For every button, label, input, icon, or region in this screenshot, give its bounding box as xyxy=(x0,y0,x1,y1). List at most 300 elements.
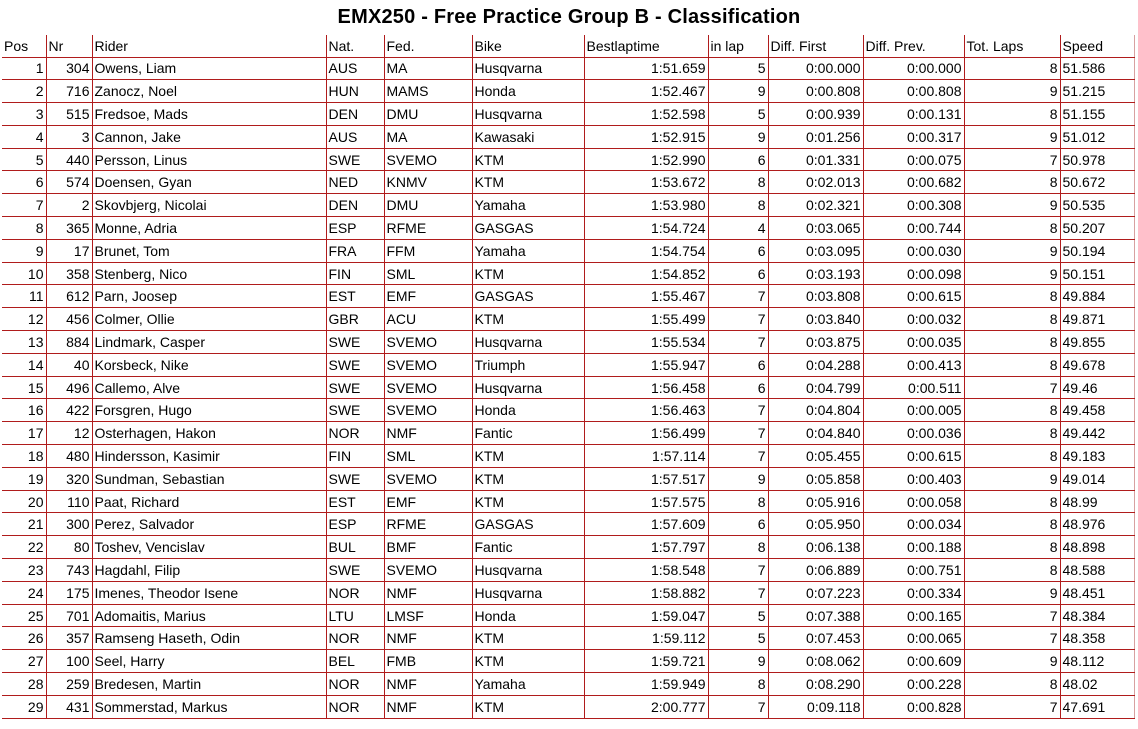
table-row xyxy=(2,627,1134,650)
cell-nat: ESP xyxy=(326,513,384,536)
cell-speed: 50.207 xyxy=(1060,217,1134,240)
cell-rider: Cannon, Jake xyxy=(92,125,326,148)
cell-fed: LMSF xyxy=(384,604,472,627)
column-header-tot-laps: Tot. Laps xyxy=(964,35,1060,57)
cell-nat: EST xyxy=(326,285,384,308)
cell-speed: 51.012 xyxy=(1060,125,1134,148)
cell-nat: DEN xyxy=(326,103,384,126)
table-row xyxy=(2,125,1134,148)
cell-bike: KTM xyxy=(472,650,584,673)
table-row xyxy=(2,581,1134,604)
cell-diff-first: 0:04.840 xyxy=(768,422,863,445)
cell-pos: 8 xyxy=(2,217,46,240)
cell-diff-first: 0:06.889 xyxy=(768,559,863,582)
cell-tot-laps: 8 xyxy=(964,536,1060,559)
cell-bike: KTM xyxy=(472,627,584,650)
cell-diff-prev: 0:00.828 xyxy=(863,695,964,718)
table-row xyxy=(2,445,1134,468)
cell-rider: Sundman, Sebastian xyxy=(92,467,326,490)
cell-bestlaptime: 1:52.990 xyxy=(584,148,708,171)
cell-pos: 16 xyxy=(2,399,46,422)
cell-diff-prev: 0:00.131 xyxy=(863,103,964,126)
cell-bike: KTM xyxy=(472,262,584,285)
cell-nr: 12 xyxy=(46,422,92,445)
cell-diff-prev: 0:00.036 xyxy=(863,422,964,445)
cell-pos: 23 xyxy=(2,559,46,582)
header-row xyxy=(2,35,1134,57)
column-header-pos: Pos xyxy=(2,35,46,57)
table-row xyxy=(2,262,1134,285)
cell-fed: MAMS xyxy=(384,80,472,103)
cell-rider: Korsbeck, Nike xyxy=(92,353,326,376)
cell-bestlaptime: 1:59.047 xyxy=(584,604,708,627)
cell-rider: Forsgren, Hugo xyxy=(92,399,326,422)
cell-bestlaptime: 1:53.672 xyxy=(584,171,708,194)
cell-rider: Monne, Adria xyxy=(92,217,326,240)
cell-tot-laps: 8 xyxy=(964,399,1060,422)
cell-speed: 50.535 xyxy=(1060,194,1134,217)
cell-fed: FMB xyxy=(384,650,472,673)
cell-speed: 48.451 xyxy=(1060,581,1134,604)
cell-tot-laps: 8 xyxy=(964,57,1060,80)
cell-nat: NOR xyxy=(326,673,384,696)
cell-diff-prev: 0:00.317 xyxy=(863,125,964,148)
cell-nr: 3 xyxy=(46,125,92,148)
cell-tot-laps: 9 xyxy=(964,650,1060,673)
cell-in-lap: 7 xyxy=(708,695,768,718)
cell-in-lap: 8 xyxy=(708,490,768,513)
cell-fed: EMF xyxy=(384,285,472,308)
table-row xyxy=(2,604,1134,627)
cell-fed: EMF xyxy=(384,490,472,513)
table-row xyxy=(2,467,1134,490)
cell-bike: Husqvarna xyxy=(472,57,584,80)
cell-diff-first: 0:09.118 xyxy=(768,695,863,718)
cell-in-lap: 8 xyxy=(708,194,768,217)
cell-nr: 440 xyxy=(46,148,92,171)
cell-nr: 422 xyxy=(46,399,92,422)
cell-bestlaptime: 1:57.575 xyxy=(584,490,708,513)
cell-in-lap: 6 xyxy=(708,148,768,171)
cell-nr: 300 xyxy=(46,513,92,536)
cell-nr: 80 xyxy=(46,536,92,559)
cell-diff-first: 0:03.808 xyxy=(768,285,863,308)
cell-in-lap: 4 xyxy=(708,217,768,240)
cell-diff-first: 0:06.138 xyxy=(768,536,863,559)
cell-nr: 259 xyxy=(46,673,92,696)
cell-bike: Husqvarna xyxy=(472,103,584,126)
cell-tot-laps: 9 xyxy=(964,80,1060,103)
cell-bike: Fantic xyxy=(472,536,584,559)
cell-pos: 24 xyxy=(2,581,46,604)
cell-nat: GBR xyxy=(326,308,384,331)
table-row xyxy=(2,331,1134,354)
cell-diff-prev: 0:00.308 xyxy=(863,194,964,217)
table-row xyxy=(2,513,1134,536)
cell-nat: SWE xyxy=(326,353,384,376)
cell-diff-prev: 0:00.034 xyxy=(863,513,964,536)
cell-nat: EST xyxy=(326,490,384,513)
cell-fed: NMF xyxy=(384,695,472,718)
cell-diff-first: 0:03.095 xyxy=(768,239,863,262)
cell-diff-prev: 0:00.413 xyxy=(863,353,964,376)
cell-diff-prev: 0:00.511 xyxy=(863,376,964,399)
cell-speed: 49.458 xyxy=(1060,399,1134,422)
cell-tot-laps: 8 xyxy=(964,559,1060,582)
cell-diff-first: 0:07.223 xyxy=(768,581,863,604)
cell-tot-laps: 8 xyxy=(964,490,1060,513)
cell-pos: 3 xyxy=(2,103,46,126)
cell-diff-first: 0:05.858 xyxy=(768,467,863,490)
cell-diff-first: 0:02.321 xyxy=(768,194,863,217)
cell-nr: 456 xyxy=(46,308,92,331)
cell-nat: DEN xyxy=(326,194,384,217)
cell-diff-first: 0:00.808 xyxy=(768,80,863,103)
cell-speed: 48.99 xyxy=(1060,490,1134,513)
cell-fed: MA xyxy=(384,57,472,80)
cell-fed: NMF xyxy=(384,581,472,604)
cell-rider: Hindersson, Kasimir xyxy=(92,445,326,468)
cell-bestlaptime: 1:55.947 xyxy=(584,353,708,376)
cell-speed: 49.183 xyxy=(1060,445,1134,468)
cell-bestlaptime: 1:51.659 xyxy=(584,57,708,80)
cell-pos: 29 xyxy=(2,695,46,718)
cell-diff-first: 0:05.916 xyxy=(768,490,863,513)
cell-diff-prev: 0:00.609 xyxy=(863,650,964,673)
cell-fed: KNMV xyxy=(384,171,472,194)
column-header-diff-prev: Diff. Prev. xyxy=(863,35,964,57)
cell-bike: KTM xyxy=(472,467,584,490)
cell-rider: Lindmark, Casper xyxy=(92,331,326,354)
cell-pos: 1 xyxy=(2,57,46,80)
cell-nr: 612 xyxy=(46,285,92,308)
cell-nat: NOR xyxy=(326,695,384,718)
cell-nr: 496 xyxy=(46,376,92,399)
cell-diff-first: 0:07.388 xyxy=(768,604,863,627)
cell-speed: 48.112 xyxy=(1060,650,1134,673)
cell-diff-first: 0:08.290 xyxy=(768,673,863,696)
cell-speed: 51.215 xyxy=(1060,80,1134,103)
cell-nr: 357 xyxy=(46,627,92,650)
table-row xyxy=(2,399,1134,422)
column-header-rider: Rider xyxy=(92,35,326,57)
cell-fed: NMF xyxy=(384,627,472,650)
cell-diff-first: 0:04.799 xyxy=(768,376,863,399)
cell-bike: KTM xyxy=(472,445,584,468)
cell-nr: 365 xyxy=(46,217,92,240)
cell-tot-laps: 9 xyxy=(964,194,1060,217)
cell-bestlaptime: 1:55.499 xyxy=(584,308,708,331)
cell-diff-first: 0:04.804 xyxy=(768,399,863,422)
cell-diff-first: 0:03.840 xyxy=(768,308,863,331)
cell-speed: 49.442 xyxy=(1060,422,1134,445)
cell-nat: AUS xyxy=(326,57,384,80)
cell-pos: 15 xyxy=(2,376,46,399)
cell-bestlaptime: 1:59.112 xyxy=(584,627,708,650)
cell-speed: 48.898 xyxy=(1060,536,1134,559)
cell-pos: 28 xyxy=(2,673,46,696)
cell-fed: ACU xyxy=(384,308,472,331)
table-row xyxy=(2,673,1134,696)
cell-tot-laps: 8 xyxy=(964,103,1060,126)
cell-bike: Honda xyxy=(472,604,584,627)
cell-bestlaptime: 1:54.852 xyxy=(584,262,708,285)
cell-bestlaptime: 1:57.797 xyxy=(584,536,708,559)
cell-in-lap: 5 xyxy=(708,103,768,126)
cell-fed: SML xyxy=(384,262,472,285)
table-row xyxy=(2,103,1134,126)
cell-pos: 5 xyxy=(2,148,46,171)
cell-diff-prev: 0:00.035 xyxy=(863,331,964,354)
cell-nr: 40 xyxy=(46,353,92,376)
cell-rider: Toshev, Vencislav xyxy=(92,536,326,559)
cell-rider: Hagdahl, Filip xyxy=(92,559,326,582)
cell-diff-prev: 0:00.228 xyxy=(863,673,964,696)
cell-diff-prev: 0:00.682 xyxy=(863,171,964,194)
cell-speed: 48.588 xyxy=(1060,559,1134,582)
cell-bestlaptime: 1:52.598 xyxy=(584,103,708,126)
cell-in-lap: 9 xyxy=(708,125,768,148)
cell-nat: AUS xyxy=(326,125,384,148)
cell-nat: SWE xyxy=(326,559,384,582)
cell-fed: BMF xyxy=(384,536,472,559)
cell-nat: SWE xyxy=(326,467,384,490)
cell-fed: RFME xyxy=(384,513,472,536)
table-row xyxy=(2,536,1134,559)
cell-nat: NOR xyxy=(326,581,384,604)
cell-diff-first: 0:03.065 xyxy=(768,217,863,240)
cell-pos: 12 xyxy=(2,308,46,331)
cell-pos: 2 xyxy=(2,80,46,103)
cell-nr: 743 xyxy=(46,559,92,582)
cell-nr: 100 xyxy=(46,650,92,673)
cell-diff-prev: 0:00.188 xyxy=(863,536,964,559)
cell-nr: 320 xyxy=(46,467,92,490)
cell-speed: 50.978 xyxy=(1060,148,1134,171)
cell-diff-first: 0:05.455 xyxy=(768,445,863,468)
table-row xyxy=(2,217,1134,240)
cell-in-lap: 6 xyxy=(708,376,768,399)
cell-bike: Yamaha xyxy=(472,194,584,217)
cell-diff-first: 0:01.331 xyxy=(768,148,863,171)
cell-rider: Colmer, Ollie xyxy=(92,308,326,331)
cell-in-lap: 6 xyxy=(708,353,768,376)
cell-fed: SVEMO xyxy=(384,148,472,171)
cell-pos: 26 xyxy=(2,627,46,650)
table-row xyxy=(2,650,1134,673)
cell-bestlaptime: 1:57.609 xyxy=(584,513,708,536)
cell-rider: Seel, Harry xyxy=(92,650,326,673)
cell-diff-first: 0:05.950 xyxy=(768,513,863,536)
table-row xyxy=(2,695,1134,718)
cell-in-lap: 9 xyxy=(708,467,768,490)
cell-pos: 11 xyxy=(2,285,46,308)
cell-speed: 51.155 xyxy=(1060,103,1134,126)
cell-nat: FIN xyxy=(326,262,384,285)
column-header-fed: Fed. xyxy=(384,35,472,57)
page-title: EMX250 - Free Practice Group B - Classification xyxy=(337,6,801,28)
cell-bike: GASGAS xyxy=(472,285,584,308)
cell-tot-laps: 8 xyxy=(964,445,1060,468)
cell-speed: 50.151 xyxy=(1060,262,1134,285)
cell-tot-laps: 8 xyxy=(964,171,1060,194)
cell-tot-laps: 7 xyxy=(964,148,1060,171)
cell-rider: Doensen, Gyan xyxy=(92,171,326,194)
table-row xyxy=(2,422,1134,445)
cell-nat: LTU xyxy=(326,604,384,627)
cell-nat: BUL xyxy=(326,536,384,559)
cell-pos: 7 xyxy=(2,194,46,217)
cell-bike: Husqvarna xyxy=(472,559,584,582)
cell-nat: BEL xyxy=(326,650,384,673)
cell-in-lap: 6 xyxy=(708,513,768,536)
cell-in-lap: 8 xyxy=(708,673,768,696)
cell-bestlaptime: 1:52.915 xyxy=(584,125,708,148)
cell-rider: Ramseng Haseth, Odin xyxy=(92,627,326,650)
cell-diff-prev: 0:00.075 xyxy=(863,148,964,171)
cell-in-lap: 7 xyxy=(708,422,768,445)
cell-bike: Kawasaki xyxy=(472,125,584,148)
cell-rider: Persson, Linus xyxy=(92,148,326,171)
table-row xyxy=(2,490,1134,513)
cell-bike: Fantic xyxy=(472,422,584,445)
cell-in-lap: 7 xyxy=(708,308,768,331)
cell-bike: GASGAS xyxy=(472,513,584,536)
cell-fed: NMF xyxy=(384,422,472,445)
cell-fed: DMU xyxy=(384,103,472,126)
cell-diff-first: 0:00.939 xyxy=(768,103,863,126)
cell-rider: Bredesen, Martin xyxy=(92,673,326,696)
cell-bike: Honda xyxy=(472,80,584,103)
classification-body xyxy=(2,57,1134,718)
cell-rider: Zanocz, Noel xyxy=(92,80,326,103)
cell-tot-laps: 9 xyxy=(964,239,1060,262)
cell-nat: HUN xyxy=(326,80,384,103)
cell-fed: SML xyxy=(384,445,472,468)
cell-rider: Stenberg, Nico xyxy=(92,262,326,285)
cell-in-lap: 8 xyxy=(708,536,768,559)
cell-pos: 17 xyxy=(2,422,46,445)
cell-nat: NED xyxy=(326,171,384,194)
cell-bestlaptime: 1:56.463 xyxy=(584,399,708,422)
cell-speed: 49.678 xyxy=(1060,353,1134,376)
table-row xyxy=(2,239,1134,262)
cell-bestlaptime: 1:58.548 xyxy=(584,559,708,582)
cell-speed: 51.586 xyxy=(1060,57,1134,80)
cell-nr: 716 xyxy=(46,80,92,103)
cell-speed: 47.691 xyxy=(1060,695,1134,718)
cell-bike: Husqvarna xyxy=(472,331,584,354)
cell-speed: 50.672 xyxy=(1060,171,1134,194)
cell-rider: Callemo, Alve xyxy=(92,376,326,399)
cell-diff-prev: 0:00.165 xyxy=(863,604,964,627)
table-row xyxy=(2,148,1134,171)
cell-in-lap: 7 xyxy=(708,285,768,308)
classification-table xyxy=(2,35,1135,719)
cell-tot-laps: 8 xyxy=(964,353,1060,376)
cell-fed: SVEMO xyxy=(384,376,472,399)
cell-nr: 17 xyxy=(46,239,92,262)
cell-pos: 10 xyxy=(2,262,46,285)
cell-nr: 701 xyxy=(46,604,92,627)
cell-in-lap: 7 xyxy=(708,399,768,422)
cell-speed: 49.46 xyxy=(1060,376,1134,399)
cell-bike: Yamaha xyxy=(472,239,584,262)
cell-diff-prev: 0:00.032 xyxy=(863,308,964,331)
cell-in-lap: 9 xyxy=(708,650,768,673)
cell-diff-prev: 0:00.030 xyxy=(863,239,964,262)
column-header-bestlaptime: Bestlaptime xyxy=(584,35,708,57)
cell-bike: KTM xyxy=(472,490,584,513)
column-header-nr: Nr xyxy=(46,35,92,57)
cell-nat: SWE xyxy=(326,331,384,354)
cell-diff-first: 0:03.875 xyxy=(768,331,863,354)
cell-speed: 49.884 xyxy=(1060,285,1134,308)
cell-rider: Skovbjerg, Nicolai xyxy=(92,194,326,217)
cell-tot-laps: 7 xyxy=(964,627,1060,650)
cell-fed: SVEMO xyxy=(384,467,472,490)
cell-nr: 175 xyxy=(46,581,92,604)
cell-fed: RFME xyxy=(384,217,472,240)
table-row xyxy=(2,559,1134,582)
cell-tot-laps: 8 xyxy=(964,422,1060,445)
cell-speed: 49.855 xyxy=(1060,331,1134,354)
column-header-in-lap: in lap xyxy=(708,35,768,57)
cell-rider: Paat, Richard xyxy=(92,490,326,513)
column-header-speed: Speed xyxy=(1060,35,1134,57)
table-row xyxy=(2,171,1134,194)
table-row xyxy=(2,376,1134,399)
cell-bike: GASGAS xyxy=(472,217,584,240)
cell-nr: 304 xyxy=(46,57,92,80)
cell-tot-laps: 9 xyxy=(964,467,1060,490)
cell-pos: 19 xyxy=(2,467,46,490)
cell-fed: SVEMO xyxy=(384,353,472,376)
cell-nat: SWE xyxy=(326,376,384,399)
cell-bestlaptime: 1:57.114 xyxy=(584,445,708,468)
cell-rider: Sommerstad, Markus xyxy=(92,695,326,718)
cell-bike: KTM xyxy=(472,695,584,718)
cell-fed: SVEMO xyxy=(384,331,472,354)
cell-pos: 18 xyxy=(2,445,46,468)
cell-in-lap: 6 xyxy=(708,262,768,285)
cell-diff-first: 0:08.062 xyxy=(768,650,863,673)
cell-diff-prev: 0:00.744 xyxy=(863,217,964,240)
cell-diff-prev: 0:00.615 xyxy=(863,285,964,308)
cell-rider: Adomaitis, Marius xyxy=(92,604,326,627)
cell-nr: 358 xyxy=(46,262,92,285)
cell-diff-prev: 0:00.005 xyxy=(863,399,964,422)
cell-bestlaptime: 1:59.721 xyxy=(584,650,708,673)
cell-bestlaptime: 1:58.882 xyxy=(584,581,708,604)
cell-speed: 48.358 xyxy=(1060,627,1134,650)
cell-in-lap: 5 xyxy=(708,604,768,627)
cell-bestlaptime: 1:55.467 xyxy=(584,285,708,308)
cell-fed: NMF xyxy=(384,673,472,696)
cell-bike: Husqvarna xyxy=(472,376,584,399)
cell-pos: 9 xyxy=(2,239,46,262)
cell-nr: 480 xyxy=(46,445,92,468)
cell-bestlaptime: 2:00.777 xyxy=(584,695,708,718)
cell-pos: 27 xyxy=(2,650,46,673)
column-header-diff-first: Diff. First xyxy=(768,35,863,57)
cell-fed: SVEMO xyxy=(384,559,472,582)
cell-bike: KTM xyxy=(472,308,584,331)
cell-in-lap: 7 xyxy=(708,581,768,604)
cell-fed: MA xyxy=(384,125,472,148)
cell-nr: 884 xyxy=(46,331,92,354)
cell-diff-first: 0:02.013 xyxy=(768,171,863,194)
